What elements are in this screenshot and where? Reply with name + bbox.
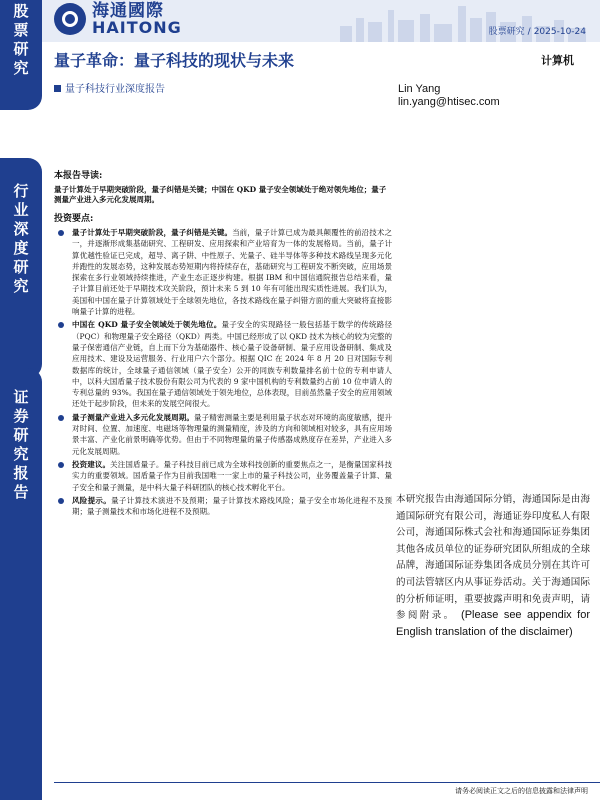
point-text: 量子计算技术演进不及预期；量子计算技术路线风险；量子安全市场化进程不及预期；量子测量技术和市场化进程不及预期。 xyxy=(72,495,392,517)
sidebar-tab-stock-research xyxy=(0,0,42,110)
bullet-icon xyxy=(58,462,64,468)
report-subtitle xyxy=(54,80,165,95)
list-item xyxy=(54,227,392,317)
list-item xyxy=(54,459,392,493)
disclaimer-chinese: 本研究报告由海通国际分销，海通国际是由海通国际研究有限公司，海通证券印度私人有限公司，海通国际株式会社和海通国际证券集团其他各成员单位的证券研究团队所组成的全球品牌，海通国际证券集团各成员分别在其许可的司法管辖区内从事证券活动。关于海通国际的分析师证明，重要披露声明和免责声明，请参阅附录。 xyxy=(396,494,590,622)
report-meta xyxy=(489,24,586,37)
points-heading: 投资要点: xyxy=(54,214,94,224)
list-item xyxy=(54,495,392,518)
list-item xyxy=(54,412,392,457)
sidebar-tab-industry-research xyxy=(0,158,42,378)
analyst-email[interactable]: lin.yang@htisec.com xyxy=(398,96,500,108)
report-date: 2025-10-24 xyxy=(533,27,586,37)
bullet-icon xyxy=(58,415,64,421)
meta-separator: / xyxy=(527,27,531,37)
haitong-logo-icon xyxy=(54,3,86,35)
sidebar xyxy=(0,0,42,800)
point-lead: 量子测量产业进入多元化发展周期。 xyxy=(72,412,194,422)
list-item xyxy=(54,319,392,409)
report-type: 股票研究 xyxy=(488,27,525,37)
guide-heading: 本报告导读: xyxy=(54,171,103,181)
logo-english-text: HAITONG xyxy=(92,18,182,37)
report-title: 量子革命：量子科技的现状与未来 xyxy=(54,51,295,70)
industry-label: 计算机 xyxy=(541,54,574,67)
point-text: 当前，量子计算已成为最具颠覆性的前沿技术之一，并逐渐形成集基础研究、工程研发、应用探索和产业培育为一体的发展格局。当前，量子计算优越性验证已完成，超导、离子阱、中性原子、光量子、硅半导体等多种技术路线呈现多元化并跑性的发展态势，这种发展态势短期内将持续存在，基础研究与工程研发不断突破，应用场景探索在多行业领域持续推进，产业生态正逐步构建。根据 IBM 和中国信通院报告总结来看，量子计算目前还处于早期技术攻关阶段，预计未来 5 到 10 年有可能出现实质性进展。我们认为，美国和中国在量子计算领域处于全球领先地位，各技术路线在量子纠错方面的重大突破将直接影响量子计算的进程。 xyxy=(72,228,393,317)
bullet-icon xyxy=(58,322,64,328)
point-lead: 中国在 QKD 量子安全领域处于领先地位。 xyxy=(72,320,222,330)
sidebar-tab-securities-report xyxy=(0,368,42,800)
point-text: 量子精密测量主要是利用量子状态对环境的高度敏感，提升对时间、位置、加速度、电磁场等物理量的测量精度，涉及的方向和领域相对较多，具有应用场景丰富、产业化前景明确等优势。但由于不同物理量的量子传感器成熟度存在差异，产业进入多元化发展周期。 xyxy=(72,412,393,456)
disclaimer-english: (Please see appendix for English translation of the disclaimer) xyxy=(396,609,590,638)
investment-points xyxy=(54,227,392,517)
disclaimer xyxy=(396,492,590,641)
sidebar-tab-label: 证券研究报告 xyxy=(13,388,29,501)
point-lead: 风险提示。 xyxy=(72,495,112,505)
point-text: 量子安全的实现路径一般包括基于数学的传统路径（PQC）和物理量子安全路径（QKD）两类。中国已经形成了以 QKD 技术为核心的较为完整的量子保密通信产业链，自上而下分为基础器件、核心量子设备研制、量子应用设备研制、集成及应用技术、建设及运营服务、行业用户六个部分。根据 QIC 在 2024 年 8 月 20 日对国际专利数据库的统计，全球量子通信领域（量子安全）公开的同族专利数量排名前十位的专利申请人中，以科大国盾量子技术股份有限公司为代表的 9 家中国机构的专利数量约占前 10 位申请人的专利总量的 93%。我国在量子通信领域处于领先地位，总体表现，目前虽然量子安全的应用领域还处于起步阶段，但未来的发展空间很大。 xyxy=(72,320,393,409)
point-lead: 量子计算处于早期突破阶段，量子纠错是关键。 xyxy=(72,228,233,237)
subtitle-text: 量子科技行业深度报告 xyxy=(65,84,165,95)
bullet-icon xyxy=(58,230,64,236)
analyst-info xyxy=(398,83,500,109)
logo-chinese-text: 海通國際 xyxy=(92,1,164,21)
point-lead: 投资建议。 xyxy=(72,459,111,469)
footer-note: 请务必阅读正文之后的信息披露和法律声明 xyxy=(455,787,588,795)
sidebar-tab-label: 股票研究 xyxy=(13,2,29,77)
sidebar-tab-label: 行业深度研究 xyxy=(13,182,29,295)
point-text: 关注国盾量子。量子科技目前已成为全球科技创新的重要焦点之一，是衡量国家科技实力的重要领域。国盾量子作为目前我国唯一一家上市的量子科技公司，业务覆盖量子计算、量子安全和量子测量，是中科大量子科研团队的核心技术孵化平台。 xyxy=(72,459,393,492)
main-content xyxy=(54,168,392,519)
footer-divider xyxy=(54,782,600,783)
guide-text: 量子计算处于早期突破阶段，量子纠错是关键；中国在 QKD 量子安全领域处于绝对领先地位；量子测量产业进入多元化发展周期。 xyxy=(54,185,387,204)
haitong-logo xyxy=(54,2,182,36)
square-bullet-icon xyxy=(54,85,61,92)
bullet-icon xyxy=(58,498,64,504)
analyst-name: Lin Yang xyxy=(398,83,441,95)
